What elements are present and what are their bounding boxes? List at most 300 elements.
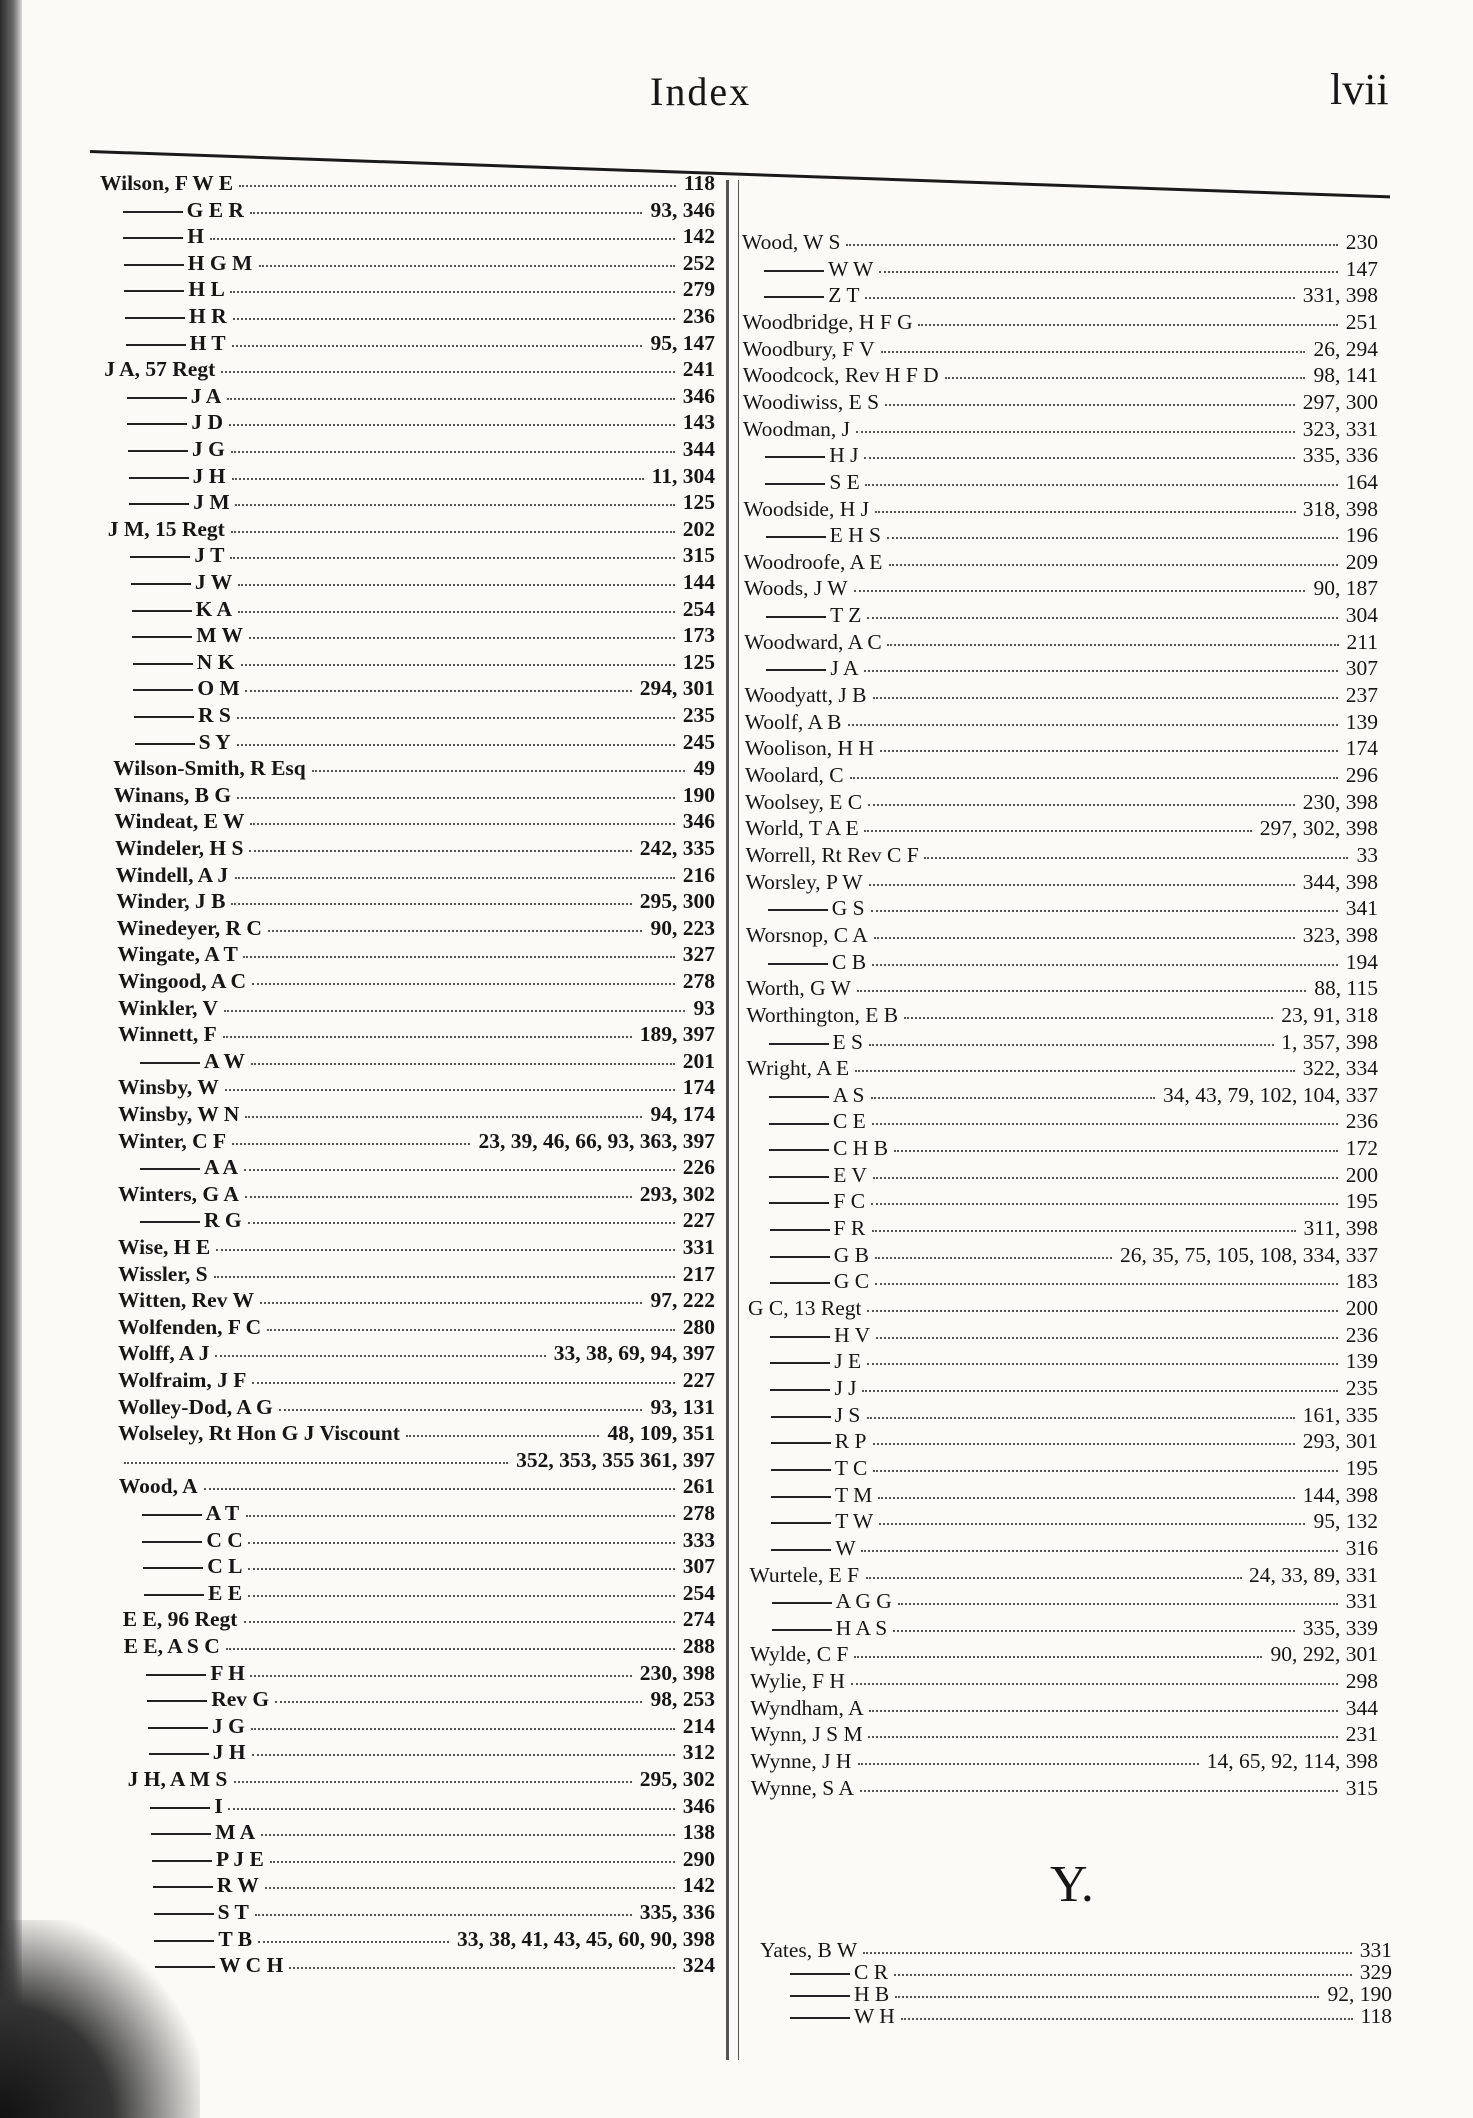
entry-pages: 97, 222 [650, 1288, 715, 1313]
entry-pages: 92, 190 [1327, 1982, 1392, 2006]
entry-name: Wingate, A T [117, 942, 238, 967]
entry-name: Winter, C F [118, 1128, 227, 1153]
leader-dots [268, 930, 642, 932]
entry-name: E E, A S C [123, 1634, 220, 1658]
entry-name: A A [204, 1155, 239, 1180]
leader-dots [887, 537, 1338, 539]
entry-name: H B [854, 1982, 890, 2006]
index-entry [129, 463, 715, 489]
leader-dots [873, 1470, 1338, 1472]
leader-dots [234, 1781, 632, 1783]
entry-name: Windeler, H S [115, 836, 244, 860]
leader-dots [230, 291, 675, 293]
entry-pages: 231 [1345, 1722, 1378, 1747]
leader-dots [876, 1337, 1338, 1339]
index-entry [104, 356, 715, 382]
entry-pages: 142 [682, 1873, 715, 1898]
ditto-dash [770, 1362, 830, 1364]
leader-dots [248, 1568, 675, 1570]
index-entry [132, 596, 715, 622]
entry-pages: 230, 398 [1302, 789, 1378, 814]
leader-dots [858, 1763, 1199, 1765]
index-entry [108, 516, 715, 542]
leader-dots [868, 1736, 1338, 1738]
leader-dots [945, 377, 1305, 379]
index-entry [771, 1402, 1378, 1428]
leader-dots [895, 1996, 1319, 1998]
leader-dots [252, 983, 675, 985]
index-entry [118, 1367, 715, 1393]
ditto-dash [770, 1389, 830, 1391]
leader-dots [252, 1754, 675, 1756]
leader-dots [235, 504, 675, 506]
index-entry [750, 1562, 1379, 1588]
entry-pages: 90, 187 [1313, 576, 1378, 601]
entry-pages: 344 [1345, 1695, 1378, 1720]
leader-dots [244, 1169, 675, 1171]
index-entry [117, 941, 715, 967]
index-entry [745, 682, 1378, 708]
entry-name: G C, 13 Regt [748, 1296, 862, 1320]
running-title: Index [650, 69, 752, 114]
leader-dots [275, 1701, 642, 1703]
ditto-dash [129, 477, 189, 479]
index-entry [130, 542, 715, 568]
ditto-dash [769, 1202, 829, 1204]
entry-name: G S [831, 896, 865, 921]
entry-pages: 333 [682, 1527, 715, 1552]
entry-pages: 195 [1345, 1189, 1378, 1214]
entry-pages: 261 [682, 1474, 715, 1499]
entry-pages: 227 [682, 1208, 715, 1233]
entry-pages: 26, 294 [1313, 336, 1378, 361]
ditto-dash [130, 556, 190, 558]
index-entry [127, 383, 715, 409]
entry-pages: 327 [682, 942, 715, 967]
leader-dots [227, 398, 675, 400]
entry-name: Wilson, F W E [100, 171, 234, 195]
leader-dots [245, 1196, 632, 1198]
index-entry [772, 1615, 1378, 1641]
entry-name: J A, 57 Regt [104, 357, 216, 382]
entry-pages: 230, 398 [639, 1660, 715, 1685]
leader-dots [226, 1648, 675, 1650]
leader-dots [867, 1417, 1295, 1419]
leader-dots [872, 964, 1338, 966]
leader-dots [879, 1523, 1305, 1525]
entry-pages: 98, 253 [650, 1687, 715, 1712]
entry-name: Wolseley, Rt Hon G J Viscount [118, 1421, 400, 1446]
index-entry [743, 389, 1378, 415]
entry-pages: 290 [682, 1846, 715, 1871]
index-entry [766, 522, 1378, 548]
ditto-dash [765, 456, 825, 458]
ditto-dash [123, 237, 183, 239]
entry-name: Wood, W S [742, 230, 841, 254]
entry-pages: 23, 91, 318 [1281, 1002, 1378, 1027]
entry-pages: 341 [1345, 896, 1378, 921]
entry-pages: 216 [682, 862, 715, 887]
leader-dots [231, 903, 632, 905]
ditto-dash [771, 1549, 831, 1551]
index-entry [140, 1154, 715, 1180]
leader-dots [881, 351, 1305, 353]
entry-name: S E [829, 469, 860, 494]
index-entry [743, 336, 1378, 362]
leader-dots [204, 1488, 675, 1490]
entry-pages: 278 [682, 1501, 715, 1525]
index-entry [126, 330, 715, 356]
entry-name: J M [193, 490, 230, 515]
page-number: lvii [1330, 65, 1389, 114]
leader-dots [237, 744, 675, 746]
entry-name: Witten, Rev W [118, 1288, 254, 1313]
entry-name: F H [210, 1660, 245, 1685]
entry-name: P J E [216, 1846, 264, 1871]
leader-dots [875, 1283, 1338, 1285]
entry-name: W H [854, 2004, 895, 2028]
entry-name: J H, A M S [127, 1767, 228, 1791]
entry-pages: 174 [1345, 736, 1378, 761]
entry-name: Worthington, E B [746, 1002, 899, 1027]
entry-pages: 294, 301 [639, 676, 715, 701]
ditto-dash [771, 1496, 831, 1498]
entry-pages: 344, 398 [1302, 869, 1378, 894]
entry-pages: 278 [682, 969, 715, 993]
ditto-dash [126, 344, 186, 346]
entry-name: Wolff, A J [118, 1341, 210, 1366]
entry-name: E E, 96 Regt [122, 1607, 238, 1632]
ditto-dash [771, 1469, 831, 1471]
index-entry [746, 1002, 1378, 1028]
ditto-dash [769, 1043, 829, 1045]
entry-pages: 251 [1345, 309, 1378, 334]
leader-dots [873, 1177, 1338, 1179]
index-entry [118, 1447, 715, 1473]
leader-dots [258, 1941, 449, 1943]
entry-name: Woolf, A B [744, 709, 842, 734]
leader-dots [245, 690, 632, 692]
index-entry [742, 309, 1378, 335]
leader-dots [875, 511, 1296, 513]
ditto-dash [154, 1940, 214, 1942]
leader-dots [898, 1603, 1338, 1605]
entry-name: Woodroofe, A E [743, 549, 883, 574]
leader-dots [854, 590, 1305, 592]
index-entry [118, 1021, 715, 1047]
entry-name: C L [207, 1554, 243, 1579]
entry-pages: 245 [682, 729, 715, 754]
index-entry [129, 489, 715, 515]
entry-name: R S [198, 703, 231, 727]
entry-pages: 227 [682, 1368, 715, 1392]
entry-pages: 24, 33, 89, 331 [1249, 1562, 1378, 1587]
ditto-dash [766, 669, 826, 671]
index-entry [766, 602, 1378, 628]
entry-name: H L [188, 277, 225, 302]
entry-name: Wynne, J H [750, 1749, 852, 1774]
index-entry [118, 1314, 715, 1340]
leader-dots [289, 1967, 675, 1969]
entry-pages: 202 [682, 516, 715, 541]
entry-pages: 138 [682, 1820, 715, 1845]
leader-dots [223, 1036, 632, 1038]
index-entry [750, 1695, 1378, 1721]
entry-name: C E [832, 1109, 866, 1134]
leader-dots [210, 238, 675, 240]
entry-name: Woodbury, F V [742, 336, 875, 361]
index-entry [751, 1775, 1378, 1801]
entry-name: Rev G [211, 1687, 270, 1712]
leader-dots [865, 484, 1338, 486]
entry-pages: 237 [1345, 683, 1378, 708]
leader-dots [250, 1675, 632, 1677]
index-entry [118, 1128, 715, 1154]
entry-pages: 230 [1345, 230, 1378, 254]
index-entry [123, 197, 715, 223]
entry-name: O M [197, 676, 240, 701]
entry-pages: 331 [1345, 1589, 1378, 1614]
index-entry [768, 949, 1378, 975]
ditto-dash [771, 1416, 831, 1418]
entry-name: Wissler, S [118, 1261, 208, 1286]
index-entry [115, 835, 715, 861]
entry-name: Wingood, A C [118, 969, 247, 993]
entry-pages: 344 [682, 437, 715, 461]
ditto-dash [150, 1807, 210, 1809]
ditto-dash [143, 1567, 203, 1569]
index-entry [119, 1473, 715, 1499]
entry-pages: 254 [682, 596, 715, 621]
index-entry [771, 1508, 1378, 1534]
entry-pages: 324 [682, 1953, 715, 1978]
entry-pages: 211 [1346, 629, 1378, 654]
left-index-column [0, 0, 730, 2118]
leader-dots [251, 1063, 675, 1065]
entry-pages: 241 [682, 357, 715, 382]
index-entry [125, 303, 715, 329]
index-entry [745, 815, 1378, 841]
index-entry [144, 1580, 715, 1606]
leader-dots [869, 884, 1295, 886]
entry-pages: 118 [683, 171, 715, 195]
entry-pages: 288 [682, 1634, 715, 1658]
leader-dots [846, 244, 1338, 246]
ditto-dash [123, 211, 183, 213]
entry-name: J S [834, 1402, 861, 1427]
ditto-dash [140, 1168, 200, 1170]
entry-pages: 183 [1345, 1269, 1378, 1294]
index-entry [745, 735, 1378, 761]
index-entry [770, 1348, 1378, 1374]
index-entry [770, 1268, 1378, 1294]
entry-pages: 295, 300 [639, 889, 715, 914]
entry-name: Winnett, F [118, 1022, 217, 1047]
entry-pages: 295, 302 [639, 1767, 715, 1791]
entry-name: J J [834, 1375, 857, 1400]
leader-dots [851, 1683, 1338, 1685]
index-entry [133, 675, 715, 701]
ditto-dash [765, 483, 825, 485]
ditto-dash [769, 1176, 829, 1178]
leader-dots [248, 1542, 675, 1544]
index-entry [769, 1082, 1378, 1108]
index-entry [769, 1188, 1378, 1214]
entry-name: Wolley-Dod, A G [118, 1394, 273, 1419]
entry-pages: 143 [682, 410, 715, 435]
leader-dots [869, 1044, 1274, 1046]
entry-name: J A [190, 383, 222, 408]
index-entry [744, 575, 1378, 601]
entry-pages: 90, 292, 301 [1270, 1642, 1378, 1667]
entry-pages: 125 [682, 649, 715, 674]
entry-name: A S [832, 1082, 865, 1107]
index-entry [747, 1055, 1378, 1081]
ditto-dash [142, 1541, 202, 1543]
entry-name: H R [189, 304, 227, 328]
ditto-dash [128, 450, 188, 452]
index-entry [742, 229, 1378, 255]
entry-name: J D [191, 410, 224, 435]
leader-dots [235, 877, 675, 879]
leader-dots [312, 770, 685, 772]
entry-pages: 173 [682, 623, 715, 648]
ditto-dash [155, 1966, 215, 1968]
column-divider-thin [738, 180, 739, 2060]
entry-pages: 315 [1345, 1775, 1378, 1800]
entry-name: W W [828, 256, 874, 281]
entry-name: J E [834, 1349, 862, 1374]
ditto-dash [146, 1674, 206, 1676]
entry-name: R G [204, 1208, 242, 1233]
entry-name: Wyndham, A [750, 1695, 864, 1720]
entry-name: E E [208, 1580, 243, 1605]
entry-name: J G [192, 437, 225, 461]
leader-dots [267, 1329, 675, 1331]
leader-dots [867, 1310, 1338, 1312]
leader-dots [854, 1656, 1262, 1658]
leader-dots [231, 451, 675, 453]
entry-name: Yates, B W [760, 1938, 858, 1962]
entry-pages: 293, 301 [1302, 1429, 1378, 1454]
ditto-dash [771, 1442, 831, 1444]
index-entry [746, 922, 1378, 948]
index-entry [766, 655, 1378, 681]
leader-dots [248, 1222, 675, 1224]
entry-name: S Y [198, 729, 231, 754]
entry-name: Wilson-Smith, R Esq [113, 756, 306, 781]
entry-pages: 311, 398 [1303, 1216, 1378, 1241]
leader-dots [887, 644, 1339, 646]
ditto-dash [151, 1833, 211, 1835]
entry-pages: 235 [1345, 1375, 1378, 1400]
entry-name: Winder, J B [116, 889, 226, 914]
ditto-dash [133, 663, 193, 665]
entry-name: Winters, G A [118, 1181, 239, 1206]
index-entry [118, 1420, 715, 1446]
leader-dots [245, 1116, 642, 1118]
ditto-dash [149, 1753, 209, 1755]
entry-name: H [187, 224, 204, 249]
entry-name: E S [832, 1029, 863, 1054]
entry-pages: 323, 398 [1302, 922, 1378, 947]
index-entry [118, 1394, 715, 1420]
entry-pages: 161, 335 [1302, 1402, 1378, 1427]
entry-pages: 142 [682, 224, 715, 249]
entry-name: Woolard, C [745, 763, 844, 787]
ditto-dash [131, 583, 191, 585]
entry-name: J W [195, 570, 233, 594]
entry-pages: 331 [682, 1235, 715, 1259]
leader-dots [872, 1123, 1338, 1125]
entry-pages: 189, 397 [639, 1022, 715, 1047]
index-entry [118, 1287, 715, 1313]
entry-name: K A [195, 596, 233, 621]
entry-pages: 296 [1345, 763, 1378, 787]
entry-pages: 34, 43, 79, 102, 104, 337 [1162, 1082, 1378, 1107]
entry-pages: 214 [682, 1713, 715, 1738]
index-entry [769, 1108, 1378, 1134]
entry-pages: 235 [682, 703, 715, 727]
entry-name: T C [834, 1455, 868, 1480]
index-entry [123, 223, 715, 249]
leader-dots [848, 724, 1338, 726]
index-entry [764, 256, 1378, 282]
index-entry [152, 1846, 715, 1872]
index-entry [768, 895, 1378, 921]
ditto-dash [772, 1629, 832, 1631]
index-entry [770, 1322, 1378, 1348]
entry-pages: 95, 147 [650, 330, 715, 355]
ditto-dash [148, 1727, 208, 1729]
leader-dots [124, 1462, 508, 1464]
entry-pages: 280 [682, 1314, 715, 1339]
entry-name: C B [832, 949, 867, 974]
index-entry [745, 709, 1378, 735]
index-entry [118, 995, 715, 1021]
index-entry [745, 789, 1378, 815]
entry-pages: 209 [1345, 549, 1378, 574]
entry-name: Wood, A [118, 1474, 198, 1499]
index-entry [765, 442, 1378, 468]
index-entry [114, 808, 715, 834]
index-entry [750, 1721, 1378, 1747]
leader-dots [893, 1630, 1295, 1632]
index-entry [147, 1686, 715, 1712]
entry-pages: 307 [682, 1554, 715, 1579]
index-entry [134, 702, 715, 728]
entry-name: H V [834, 1322, 871, 1347]
entry-name: A W [204, 1048, 245, 1073]
ditto-dash [129, 503, 189, 505]
leader-dots [918, 324, 1338, 326]
ditto-dash [790, 1995, 850, 1997]
leader-dots [868, 804, 1295, 806]
entry-name: G E R [186, 197, 244, 222]
leader-dots [879, 271, 1338, 273]
entry-pages: 335, 336 [1302, 443, 1378, 468]
leader-dots [239, 185, 676, 187]
ditto-dash [768, 963, 828, 965]
leader-dots [233, 318, 675, 320]
leader-dots [250, 212, 642, 214]
entry-pages: 200 [1345, 1296, 1378, 1320]
entry-pages: 144, 398 [1302, 1482, 1378, 1507]
leader-dots [279, 1409, 642, 1411]
leader-dots [237, 797, 675, 799]
ditto-dash [144, 1594, 204, 1596]
entry-name: Woolsey, E C [745, 789, 863, 814]
